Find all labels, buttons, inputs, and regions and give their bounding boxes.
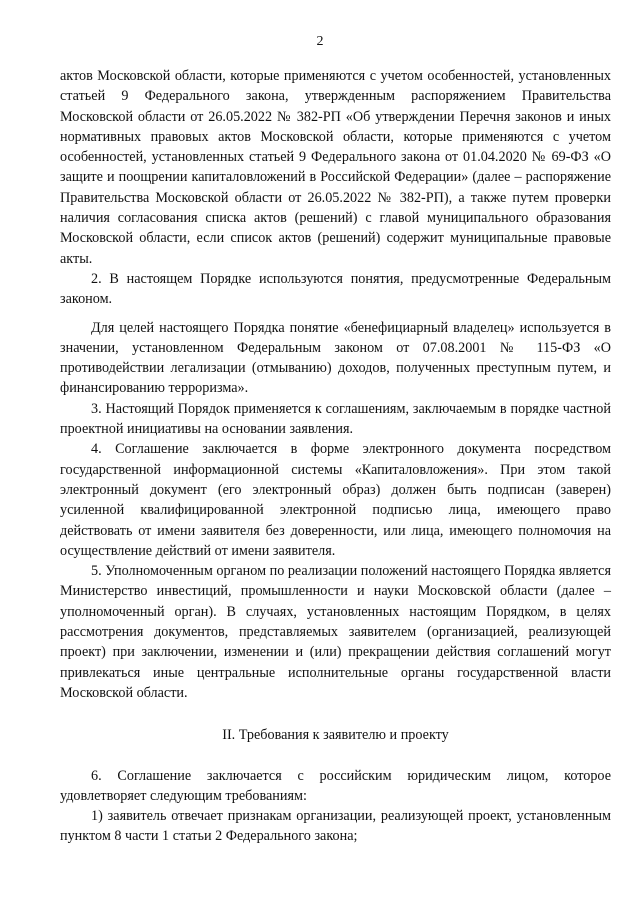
paragraph-6: 6. Соглашение заключается с российским юридическим лицом, которое удовлетворяет следующим требованиям: — [60, 767, 611, 804]
paragraph-beneficiary: Для целей настоящего Порядка понятие «бенефициарный владелец» используется в значении, установленном Федеральным законом от 07.08.2001 № 115-ФЗ «О противодействии легализации (отмыванию) доходов, полученных преступным путем, и финансированию терроризма». — [60, 319, 611, 397]
paragraph-6-item-1: 1) заявитель отвечает признакам организации, реализующей проект, установленным пунктом 8 части 1 статьи 2 Федерального закона; — [60, 808, 611, 845]
document-body — [60, 66, 611, 847]
paragraph-5: 5. Уполномоченным органом по реализации положений настоящего Порядка является Министерство инвестиций, промышленности и науки Московской области (далее – уполномоченный орган). В случаях, установленных настоящим Порядком, в целях рассмотрения документов, представляемых заявителем (организацией, реализующей проект) при заключении, изменении и (или) прекращении действия соглашений могут привлекаться иные центральные исполнительные органы государственной власти Московской области. — [60, 563, 611, 701]
paragraph-continuation: актов Московской области, которые применяются с учетом особенностей, установленных статьей 9 Федерального закона, утвержденным распоряжением Правительства Московской области от 26.05.2022 № 382-РП «Об утверждении Перечня законов и иных нормативных правовых актов Московской области, которые применяются с учетом особенностей, установленных статьей 9 Федерального закона от 01.04.2020 № 69-ФЗ «О защите и поощрении капиталовложений в Российской Федерации» (далее – распоряжение Правительства Московской области от 26.05.2022 № 382-РП), а также путем проверки наличия согласования списка актов (решений) с главой муниципального образования Московской области, если список актов (решений) содержит муниципальные правовые акты. — [60, 68, 611, 267]
section-heading: II. Требования к заявителю и проекту — [222, 727, 449, 744]
paragraph-3: 3. Настоящий Порядок применяется к соглашениям, заключаемым в порядке частной проектной инициативы на основании заявления. — [60, 400, 611, 438]
paragraph-2: 2. В настоящем Порядке используются понятия, предусмотренные Федеральным законом. — [60, 270, 611, 308]
paragraph-4: 4. Соглашение заключается в форме электронного документа посредством государственной информационной системы «Капиталовложения». При этом такой электронный документ (его электронный образ) должен быть подписан (заверен) усиленной квалифицированной электронной подписью лица, имеющего право действовать от имени заявителя без доверенности, или лица, имеющего полномочия на осуществление действий от имени заявителя. — [60, 441, 611, 559]
page-number: 2 — [316, 34, 324, 49]
